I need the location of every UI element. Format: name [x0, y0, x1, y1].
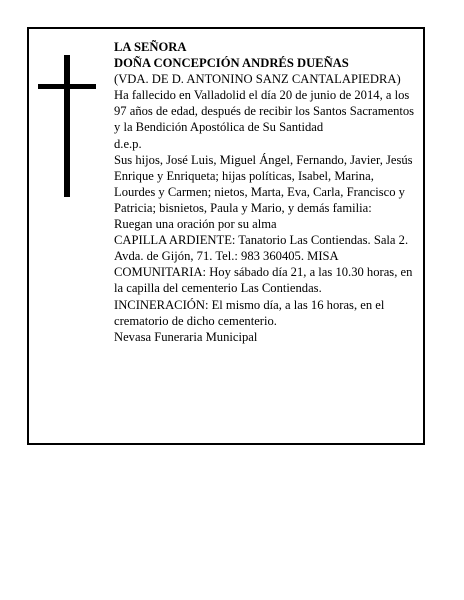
death-announcement: Ha fallecido en Valladolid el día 20 de junio de 2014, a los 97 años de edad, después de recibir los Santos Sacramentos y la Bendición Apostólica de Su Santidad: [114, 88, 415, 135]
obituary-text: [114, 39, 418, 345]
rip: d.e.p.: [114, 136, 142, 151]
widow-of: (VDA. DE D. ANTONINO SANZ CANTALAPIEDRA): [114, 72, 401, 87]
cross-horizontal-bar: [38, 84, 96, 89]
funeral-home: Nevasa Funeraria Municipal: [114, 329, 258, 344]
cremation-details: INCINERACIÓN: El mismo día, a las 16 horas, en el crematorio de dicho cementerio.: [114, 297, 385, 328]
cross-vertical-bar: [64, 55, 70, 197]
chapel-details: CAPILLA ARDIENTE: Tanatorio Las Contiendas. Sala 2. Avda. de Gijón, 71. Tel.: 983 360405. MISA COMUNITARIA: Hoy sábado día 21, a las 10.30 horas, en la capilla del cementerio Las Contiendas.: [114, 233, 413, 296]
notice-title: LA SEÑORA: [114, 40, 187, 54]
deceased-name: DOÑA CONCEPCIÓN ANDRÉS DUEÑAS: [114, 56, 349, 71]
prayer-request: Ruegan una oración por su alma: [114, 217, 277, 232]
family-list: Sus hijos, José Luis, Miguel Ángel, Fernando, Javier, Jesús Enrique y Enriqueta; hijas políticas, Isabel, Marina, Lourdes y Carmen; nietos, Marta, Eva, Carla, Francisco y Patricia; bisnietos, Paula y Mario, y demás familia:: [114, 152, 413, 215]
